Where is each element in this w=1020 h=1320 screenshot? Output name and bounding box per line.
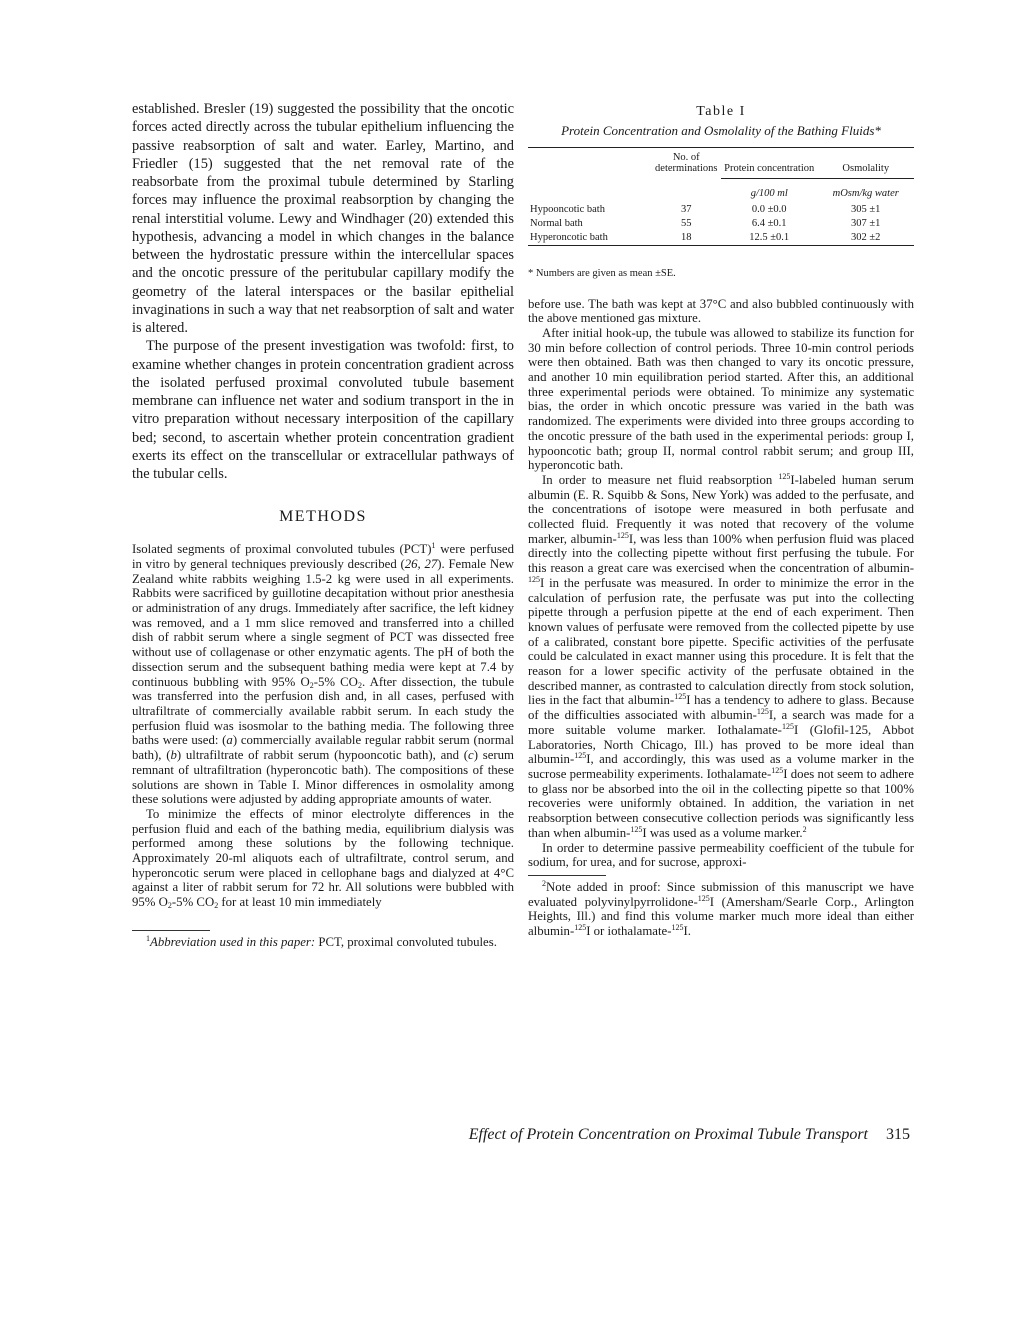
footnote-2: $^2$Note added in proof: Since submission of this manuscript we have evaluated polyvinylpyrrolidone-$^{125}$I (Amersham/Searle Corp., Arlington Heights, Ill.) and find this volume marker much more ideal than either albumin-$^{125}$I or iothalamate-$^{125}$I. [528, 878, 914, 939]
table-row: Hypooncotic bath 37 0.0 ±0.0 305 ±1 [530, 204, 881, 215]
header-osmolality: Osmolality [842, 162, 890, 174]
intro-paragraph-1: established. Bresler (19) suggested the possibility that the oncotic forces acted directly across the tubular epithelium influencing the passive reabsorption of salt and water. Earley, Martino, and Friedler (15) suggested that the net removal rate of the reabsorbate from the proximal tubule determined by Starling forces may influence the proximal reabsorption by changing the renal interstitial volume. Lewy and Windhager (20) extended this hypothesis, advancing a model in which changes in the balance between the hydrostatic pressure within the intercellular spaces and the oncotic pressure of the peritubular capillary modify the geometry of the lateral interspaces or the basilar epithelial invaginations in such a way that net reabsorption of salt and water is altered. [132, 101, 514, 336]
methods-section [132, 542, 514, 910]
header-determinations: No. of determinations [655, 152, 718, 174]
right-paragraph-1: before use. The bath was kept at 37°C and also bubbled continuously with the above mentioned gas mixture. [528, 296, 914, 326]
footnote-1: $^1$Abbreviation used in this paper: PCT, proximal convoluted tubules. [146, 933, 497, 949]
methods-paragraph-1: Isolated segments of proximal convoluted tubules (PCT)$^1$ were perfused in vitro by general techniques previously described (26, 27). Female New Zealand white rabbits weighing 1.5-2 kg were used in all experiments. Rabbits were sacrificed by guillotine decapitation without prior anesthesia or administration of any drugs. Immediately after sacrifice, the left kidney was removed, and a 1 mm slice removed and transferred into a chilled dish of rabbit serum where a single segment of PCT was dissected free without use of collagenase or other enzymatic agents. The pH of both the dissection serum and the subsequent bathing media were kept at 7.4 by continuous bubbling with 95% $O_2-5\%$ $CO_2$. After dissection, the tubule was transferred into the perfusion dish and, in all cases, perfused with ultrafiltrate of commercially available rabbit serum. In each study the perfusion fluid was isosmolar to the bathing media. The following three baths were used: (a) commercially available regular rabbit serum (normal bath), (b) ultrafiltrate of rabbit serum (hypooncotic bath), and (c) serum remnant of ultrafiltration (hyperoncotic bath). The compositions of these solutions are shown in Table I. Minor differences in osmolality among these solutions were adjusted by adding appropriate amounts of water. [132, 541, 515, 807]
right-paragraph-2: After initial hook-up, the tubule was allowed to stabilize its function for 30 min before collection of control periods. Three 10-min control periods were then obtained. Bath was then changed to vary its oncotic pressure, and another 10 min equilibration period started. After this, an additional three experimental periods were obtained. To minimize any systematic bias, the order in which oncotic pressure was varied in the bath was randomized. The experiments were divided into three groups according to the oncotic pressure of the bath used in the experimental periods: group I, hypooncotic bath; group II, normal control rabbit serum; and group III, hyperoncotic bath. [528, 325, 914, 473]
intro-paragraph-2: The purpose of the present investigation was twofold: first, to examine whether changes in protein concentration gradient across the isolated perfused proximal convoluted tubule basement membrane can influence net water and sodium transport in the in vitro preparation without necessary interposition of the capillary bed; second, to ascertain whether protein concentration gradient exerts its effect on the transcellular or extracellular pathways of the tubular cells. [132, 338, 514, 482]
right-paragraph-3: In order to measure net fluid reabsorption $^{125}$I-labeled human serum albumin (E. R. Squibb & Sons, New York) was added to the perfusate, and the concentrations of isotope were measured in both perfusate and collected fluid. Frequently it was noted that recovery of the volume marker, albumin-$^{125}$I, was less than 100% when perfusion fluid was placed directly into the collecting pipette without first perfusing the tubule. For this reason a great care was exercised when the concentration of albumin-$^{125}$I in the perfusate was measured. In order to minimize the error in the calculation of perfusion rate, the perfusate was put into the collecting pipette through a perfusion pipette at the end of each experiment. Then known values of perfusate were removed from the collected pipette by use of a calibrated, constant bore pipette. Specific activities of the perfusate could be calculated in exact manner using this procedure. It is felt that the reason for a lower specific activity of the perfusate obtained in the described manner, as contrasted to calculation directly from stock solution, lies in the fact that albumin-$^{125}$I has a tendency to adhere to glass. Because of the difficulties associated with albumin-$^{125}$I, a search was made for a more suitable volume marker. Iothalamate-$^{125}$I (Glofil-125, Abbot Laboratories, North Chicago, Ill.) has proved to be more ideal than albumin-$^{125}$I, and accordingly, this was used as a volume marker in the sucrose permeability experiments. Iothalamate-$^{125}$I does not seem to adhere to glass nor be absorbed into the oil in the collecting pipette so that 100% recoveries were uniformly obtained. In addition, the variation in net reabsorption between consecutive collection periods was significantly less than when albumin-$^{125}$I was used as a volume marker.$^2$ [528, 471, 915, 840]
table-1 [528, 104, 914, 279]
table-title: Table I [696, 104, 746, 119]
footnote-divider [132, 930, 210, 931]
footnote-ref-2: 2 [802, 824, 807, 834]
intro-section [132, 100, 514, 483]
page-footer [400, 1126, 910, 1144]
left-column [132, 100, 514, 950]
table-row: Normal bath 55 6.4 ±0.1 307 ±1 [530, 218, 881, 229]
methods-heading: METHODS [279, 508, 367, 526]
footnote-divider [528, 875, 606, 876]
right-text [528, 297, 914, 870]
running-title: Effect of Protein Concentration on Proximal Tubule Transport [468, 1126, 868, 1143]
unit-osmolality: mOsm/kg water [817, 178, 914, 203]
table-row: Hyperoncotic bath 18 12.5 ±0.1 302 ±2 [530, 232, 881, 243]
footnote-ref-1: 1 [431, 541, 436, 551]
unit-protein: g/100 ml [721, 178, 818, 203]
table-caption: Protein Concentration and Osmolality of the Bathing Fluids* [561, 123, 881, 138]
header-protein: Protein concentration [724, 162, 815, 174]
right-column [528, 100, 914, 939]
page-number: 315 [886, 1126, 910, 1143]
right-paragraph-4: In order to determine passive permeability coefficient of the tubule for sodium, for urea, and for sucrose, approxi- [528, 840, 914, 870]
methods-paragraph-2: To minimize the effects of minor electrolyte differences in the perfusion fluid and each of the bathing media, equilibrium dialysis was performed among these solutions by the following technique. Approximately 20-ml aliquots each of ultrafiltrate, control serum, and hyperoncotic serum were placed in cellophane bags and dialyzed at 4°C against a liter of rabbit serum for 72 hr. All solutions were bubbled with 95% $O_2-5\%$ $CO_2$ for at least 10 min immediately [132, 806, 514, 911]
table-note: * Numbers are given as mean ±SE. [528, 267, 676, 279]
table-data [528, 147, 914, 252]
